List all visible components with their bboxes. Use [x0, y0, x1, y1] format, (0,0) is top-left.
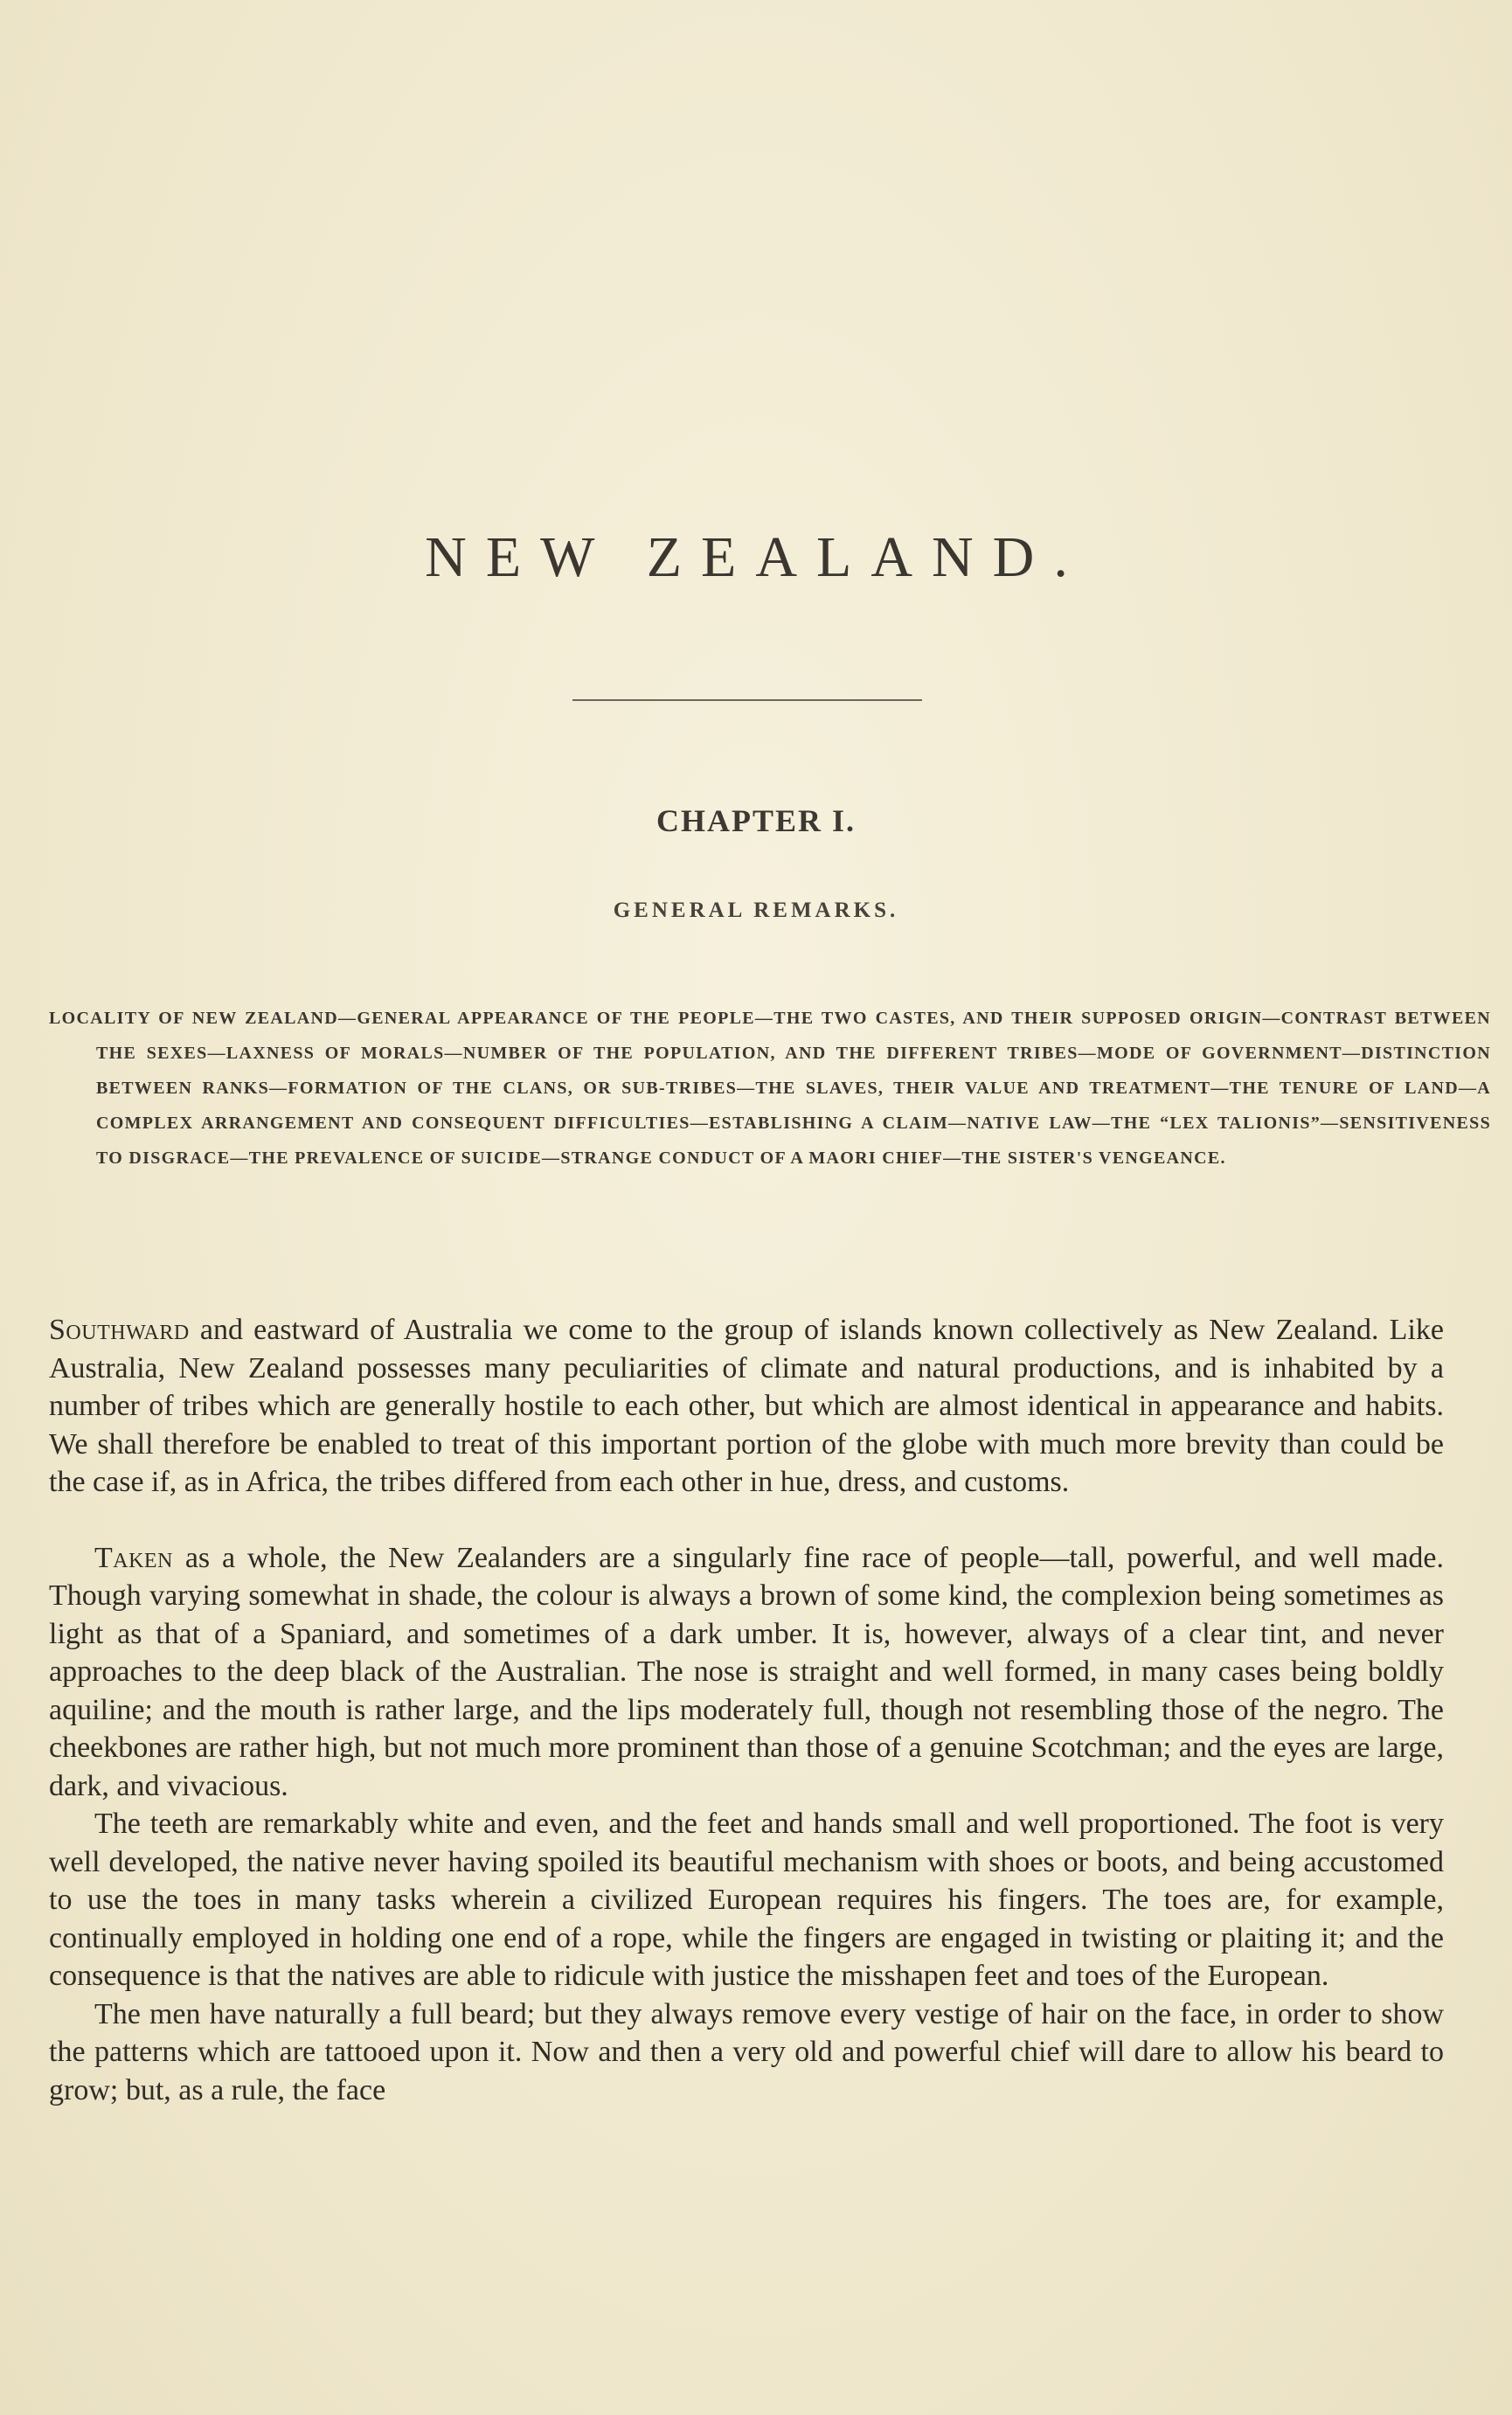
- paragraph-lead: Southward: [49, 1314, 190, 1346]
- paragraph-lead: Taken: [94, 1541, 173, 1574]
- chapter-synopsis: LOCALITY OF NEW ZEALAND—GENERAL APPEARANCE OF THE PEOPLE—THE TWO CASTES, AND THEIR SUPPOSED ORIGIN—CONTRAST BETWEEN THE SEXES—LAXNESS OF MORALS—NUMBER OF THE POPULATION, AND THE DIFFERENT TRIBES—MODE OF GOVERNMENT—DISTINCTION BETWEEN RANKS—FORMATION OF THE CLANS, OR SUB-TRIBES—THE SLAVES, THEIR VALUE AND TREATMENT—THE TENURE OF LAND—A COMPLEX ARRANGEMENT AND CONSEQUENT DIFFICULTIES—ESTABLISHING A CLAIM—NATIVE LAW—THE “LEX TALIONIS”—SENSITIVENESS TO DISGRACE—THE PREVALENCE OF SUICIDE—STRANGE CONDUCT OF A MAORI CHIEF—THE SISTER'S VENGEANCE.: [49, 1009, 1491, 1168]
- paragraph-4: [49, 1995, 1444, 2110]
- title-divider: [572, 699, 922, 701]
- paragraph-text: The men have naturally a full beard; but they always remove every vestige of hair on the face, in order to show the patterns which are tattooed upon it. Now and then a very old and powerful chief will dare to allow his beard to grow; but, as a rule, the face: [49, 1997, 1444, 2106]
- paragraph-text: and eastward of Australia we come to the group of islands known collectively as New Zealand. Like Australia, New Zealand possesses many peculiarities of climate and natural productions, and is inhabited by a number of tribes which are generally hostile to each other, but which are almost identical in appearance and habits. We shall therefore be enabled to treat of this important portion of the globe with much more brevity than could be the case if, as in Africa, the tribes differed from each other in hue, dress, and customs.: [49, 1314, 1444, 1498]
- paragraph-1: [49, 1311, 1444, 1502]
- paragraph-text: The teeth are remarkably white and even, and the feet and hands small and well proportioned. The foot is very well developed, the native never having spoiled its beautiful mechanism with shoes or boots, and being accustomed to use the toes in many tasks wherein a civilized European requires his fingers. The toes are, for example, continually employed in holding one end of a rope, while the fingers are engaged in twisting or plaiting it; and the consequence is that the natives are able to ridicule with justice the misshapen feet and toes of the European.: [49, 1808, 1444, 1992]
- paragraph-3: [49, 1805, 1444, 1995]
- body-text: [49, 1311, 1444, 2109]
- chapter-number: CHAPTER I.: [655, 803, 857, 838]
- paragraph-2: [49, 1539, 1444, 1806]
- book-title: NEW ZEALAND.: [425, 525, 1087, 589]
- paragraph-text: as a whole, the New Zealanders are a singularly fine race of people—tall, powerful, and well made. Though varying somewhat in shade, the colour is always a brown of some kind, the complexion being sometimes as light as that of a Spaniard, and sometimes of a dark umber. It is, however, always of a clear tint, and never approaches to the deep black of the Australian. The nose is straight and well formed, in many cases being boldly aquiline; and the mouth is rather large, and the lips moderately full, though not resembling those of the negro. The cheekbones are rather high, but not much more prominent than those of a genuine Scotchman; and the eyes are large, dark, and vivacious.: [49, 1541, 1444, 1802]
- chapter-subtitle: GENERAL REMARKS.: [613, 899, 899, 922]
